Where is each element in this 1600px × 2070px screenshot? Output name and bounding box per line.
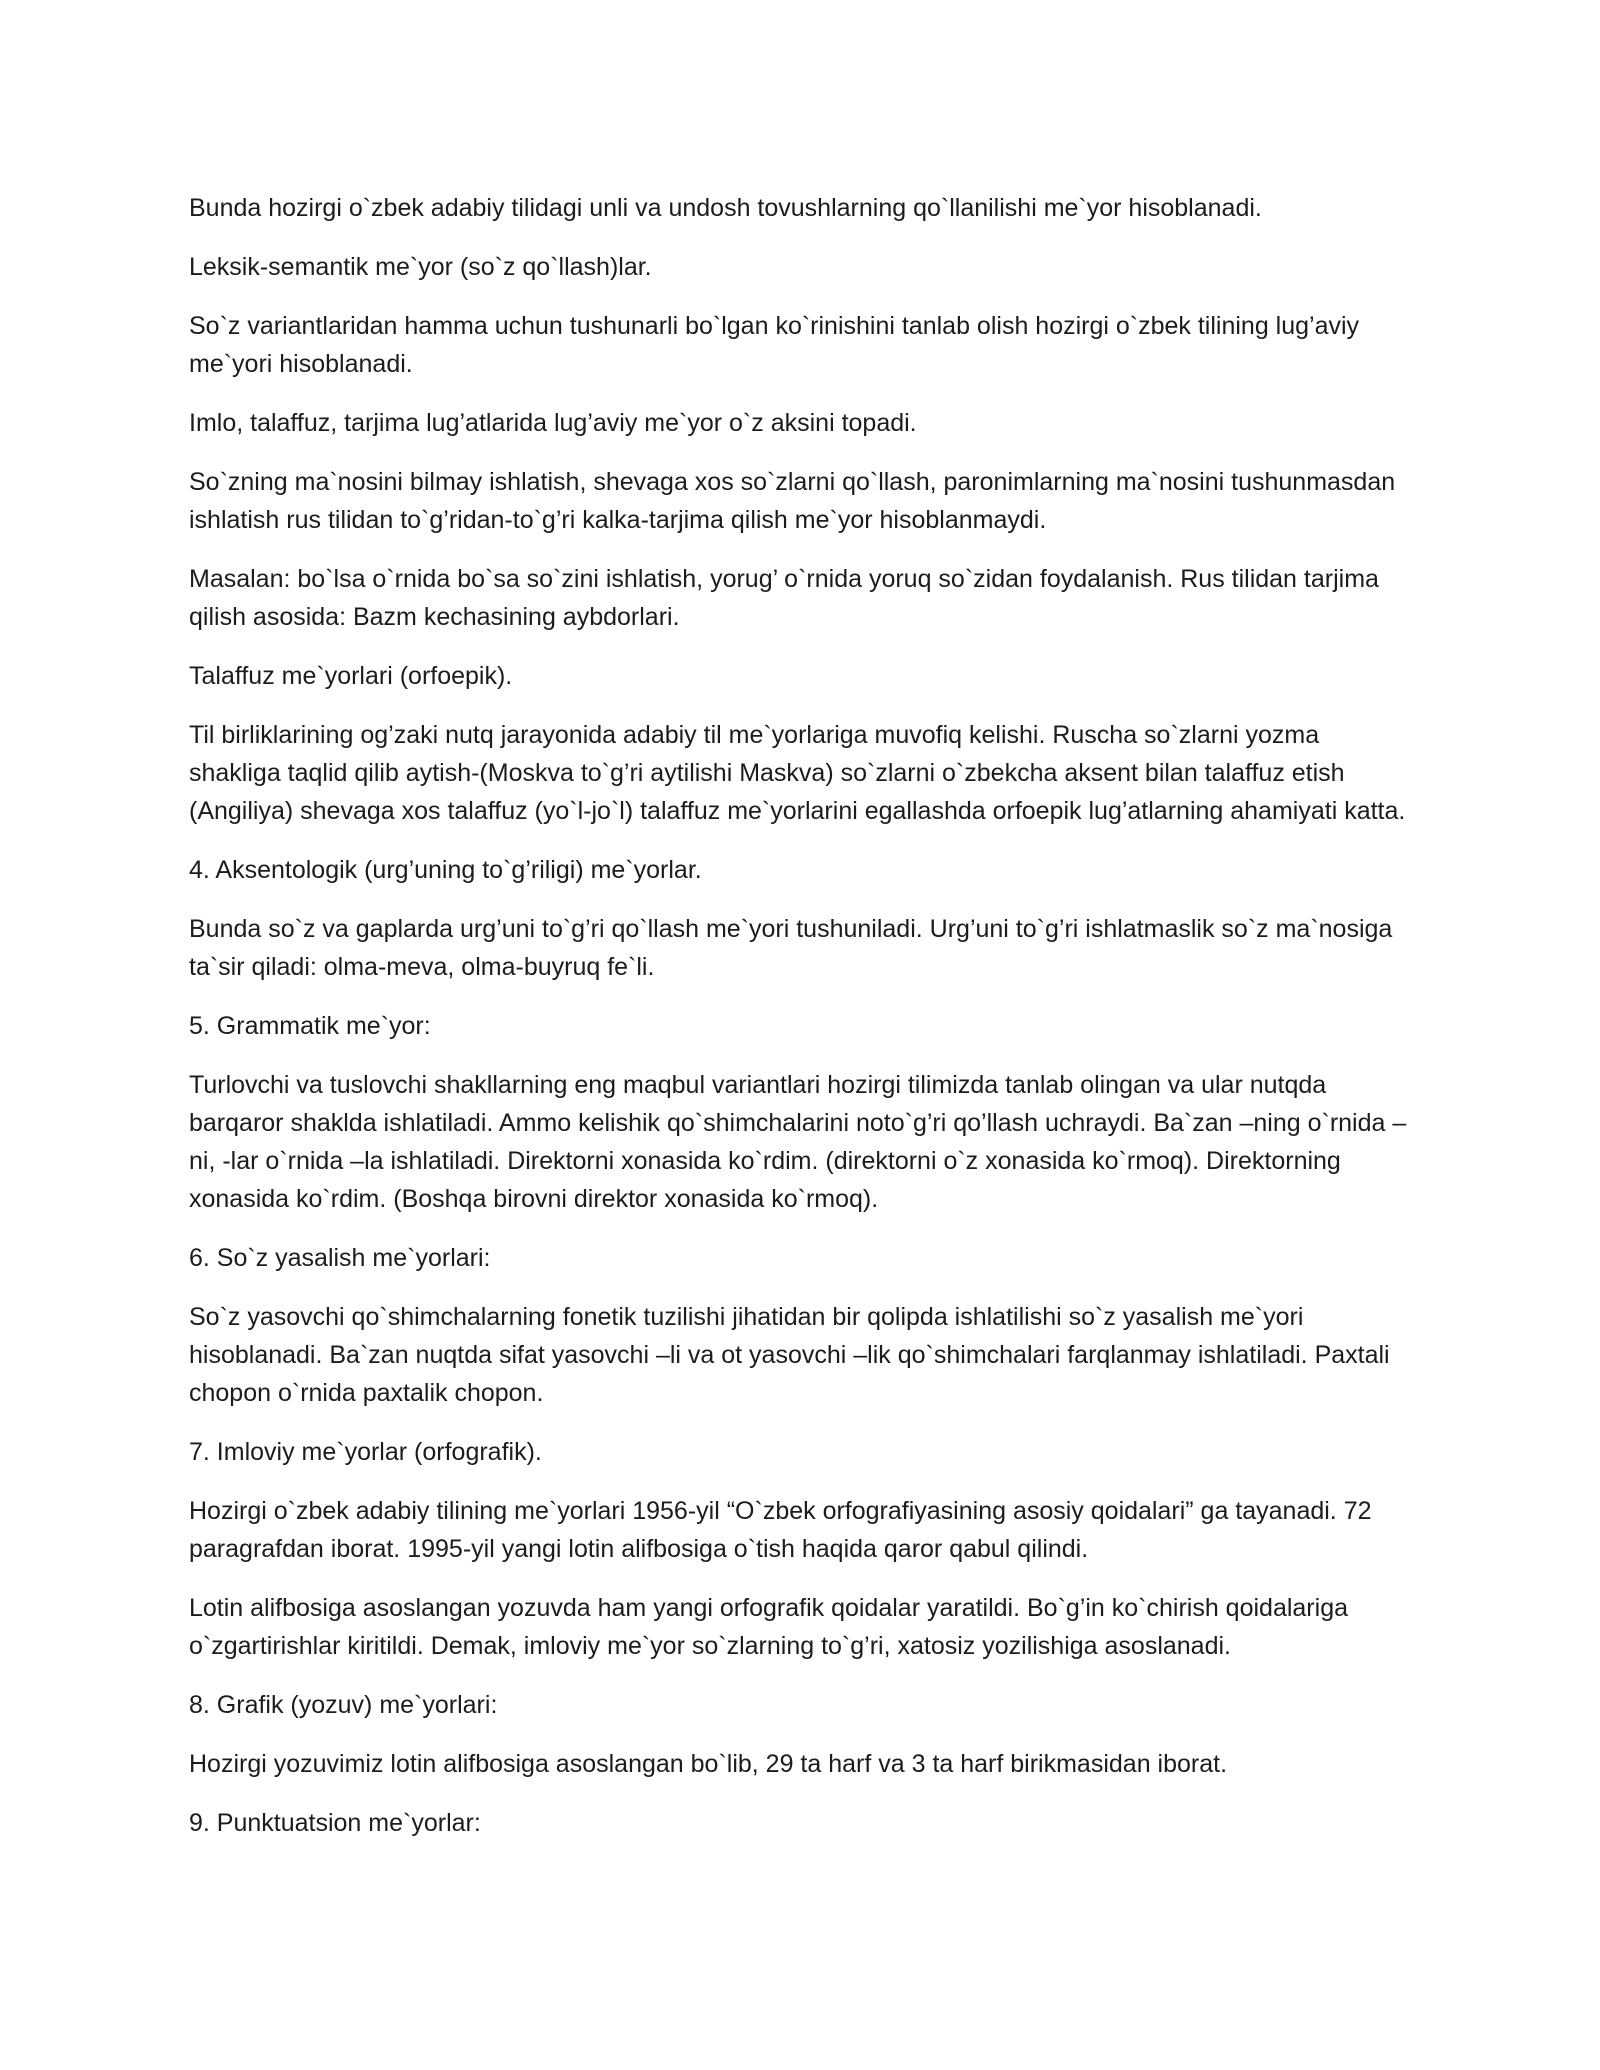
paragraph-4: Imlo, talaffuz, tarjima lug’atlarida lug’aviy me`yor o`z aksini topadi. <box>189 409 917 437</box>
section-heading-talaffuz: Talaffuz me`yorlari (orfoepik). <box>189 662 513 690</box>
paragraph-16: Hozirgi o`zbek adabiy tilining me`yorlari 1956-yil “O`zbek orfografiyasining asosiy qoidalari” ga tayanadi. 72 paragrafdan iborat. 1995-yil yangi lotin alifbosiga o`tish haqida qaror qabul qilindi. <box>189 1497 1372 1563</box>
paragraph-17: Lotin alifbosiga asoslangan yozuvda ham yangi orfografik qoidalar yaratildi. Bo`g’in ko`chirish qoidalariga o`zgartirishlar kiritildi. Demak, imloviy me`yor so`zlarning to`g’ri, xatosiz yozilishiga asoslanadi. <box>189 1594 1348 1660</box>
section-heading-9: 9. Punktuatsion me`yorlar: <box>189 1809 481 1837</box>
paragraph-2: Leksik-semantik me`yor (so`z qo`llash)lar. <box>189 253 652 281</box>
paragraph-1: Bunda hozirgi o`zbek adabiy tilidagi unli va undosh tovushlarning qo`llanilishi me`yor hisoblanadi. <box>189 194 1262 222</box>
paragraph-14: So`z yasovchi qo`shimchalarning fonetik tuzilishi jihatidan bir qolipda ishlatilishi so`z yasalish me`yori hisoblanadi. Ba`zan nuqtda sifat yasovchi –li va ot yasovchi –lik qo`shimchalari farqlanmay ishlatiladi. Paxtali chopon o`rnida paxtalik chopon. <box>189 1303 1390 1407</box>
paragraph-19: Hozirgi yozuvimiz lotin alifbosiga asoslangan bo`lib, 29 ta harf va 3 ta harf birikmasidan iborat. <box>189 1750 1228 1778</box>
section-heading-6: 6. So`z yasalish me`yorlari: <box>189 1244 491 1272</box>
section-heading-5: 5. Grammatik me`yor: <box>189 1012 431 1040</box>
section-heading-8: 8. Grafik (yozuv) me`yorlari: <box>189 1691 498 1719</box>
section-heading-4: 4. Aksentologik (urg’uning to`g’riligi) me`yorlar. <box>189 856 702 884</box>
paragraph-12: Turlovchi va tuslovchi shakllarning eng maqbul variantlari hozirgi tilimizda tanlab olingan va ular nutqda barqaror shaklda ishlatiladi. Ammo kelishik qo`shimchalarini noto`g’ri qo’llash uchraydi. Ba`zan –ning o`rnida –ni, -lar o`rnida –la ishlatiladi. Direktorni xonasida ko`rdim. (direktorni o`z xonasida ko`rmoq). Direktorning xonasida ko`rdim. (Boshqa birovni direktor xonasida ko`rmoq). <box>189 1071 1407 1213</box>
paragraph-3: So`z variantlaridan hamma uchun tushunarli bo`lgan ko`rinishini tanlab olish hozirgi o`zbek tilining lug’aviy me`yori hisoblanadi. <box>189 312 1360 378</box>
paragraph-10: Bunda so`z va gaplarda urg’uni to`g’ri qo`llash me`yori tushuniladi. Urg’uni to`g’ri ishlatmaslik so`z ma`nosiga ta`sir qiladi: olma-meva, olma-buyruq fe`li. <box>189 915 1393 981</box>
paragraph-8: Til birliklarining og’zaki nutq jarayonida adabiy til me`yorlariga muvofiq kelishi. Ruscha so`zlarni yozma shakliga taqlid qilib aytish-(Moskva to`g’ri aytilishi Maskva) so`zlarni o`zbekcha aksent bilan talaffuz etish (Angiliya) shevaga xos talaffuz (yo`l-jo`l) talaffuz me`yorlarini egallashda orfoepik lug’atlarning ahamiyati katta. <box>189 721 1406 825</box>
paragraph-6: Masalan: bo`lsa o`rnida bo`sa so`zini ishlatish, yorug’ o`rnida yoruq so`zidan foydalanish. Rus tilidan tarjima qilish asosida: Bazm kechasining aybdorlari. <box>189 565 1379 631</box>
paragraph-5: So`zning ma`nosini bilmay ishlatish, shevaga xos so`zlarni qo`llash, paronimlarning ma`nosini tushunmasdan ishlatish rus tilidan to`g’ridan-to`g’ri kalka-tarjima qilish me`yor hisoblanmaydi. <box>189 468 1396 534</box>
document-page <box>189 189 1414 1863</box>
section-heading-7: 7. Imloviy me`yorlar (orfografik). <box>189 1438 542 1466</box>
